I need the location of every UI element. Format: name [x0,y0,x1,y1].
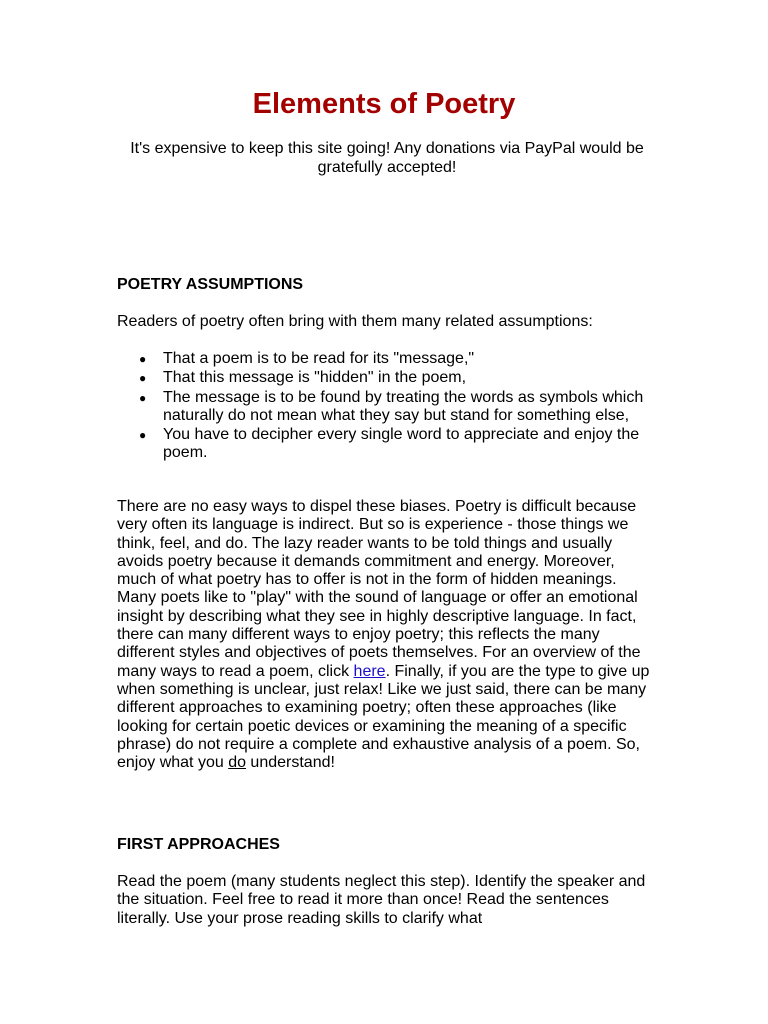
emphasis-do: do [228,754,246,772]
overview-link[interactable]: here [353,662,386,680]
section-body-paragraph: Read the poem (many students neglect this step). Identify the speaker and the situation. Feel free to read it more than once! Read the sentences literally. Use your prose reading skills to clarify what [117,873,646,927]
body-text-part2: . Finally, if you are the type to give up when something is unclear, just relax! Like we just said, there can be many different approaches to examining poetry; often these approaches (like looking for certain poetic devices or examining the meaning of a specific phrase) do not require a complete and exhaustive analysis of a poem. So, enjoy what you [117,662,650,772]
bullet-icon: ● [139,390,147,405]
list-item-text: The message is to be found by treating the words as symbols which naturally do not mean what they say but stand for something else, [163,388,644,424]
section-heading-poetry-assumptions: POETRY ASSUMPTIONS [117,276,304,293]
assumptions-list [117,350,657,464]
bullet-icon: ● [139,428,147,443]
list-item-text: You have to decipher every single word to appreciate and enjoy the poem. [163,426,640,462]
list-item [117,369,657,387]
list-item-text: That this message is "hidden" in the poem, [163,369,467,387]
page-title: Elements of Poetry [252,88,516,120]
section-heading-first-approaches: FIRST APPROACHES [117,836,280,853]
donation-notice: It's expensive to keep this site going! Any donations via PayPal would be gratefully accepted! [130,140,644,176]
bullet-icon: ● [139,371,147,386]
list-item [117,350,657,368]
list-item [117,389,657,426]
section-intro: Readers of poetry often bring with them many related assumptions: [117,313,593,330]
list-item-text: That a poem is to be read for its "message," [163,350,475,367]
list-item [117,426,657,463]
section-body-paragraph [117,498,657,772]
bullet-icon: ● [139,352,147,366]
body-text-part1: There are no easy ways to dispel these biases. Poetry is difficult because very often its language is indirect. But so is experience - those things we think, feel, and do. The lazy reader wants to be told things and usually avoids poetry because it demands commitment and energy. Moreover, much of what poetry has to offer is not in the form of hidden meanings. Many poets like to "play" with the sound of language or offer an emotional insight by describing what they see in highly descriptive language. In fact, there can many different ways to enjoy poetry; this reflects the many different styles and objectives of poets themselves. For an overview of the many ways to read a poem, click [117,498,641,680]
body-text-part3: understand! [245,754,335,772]
